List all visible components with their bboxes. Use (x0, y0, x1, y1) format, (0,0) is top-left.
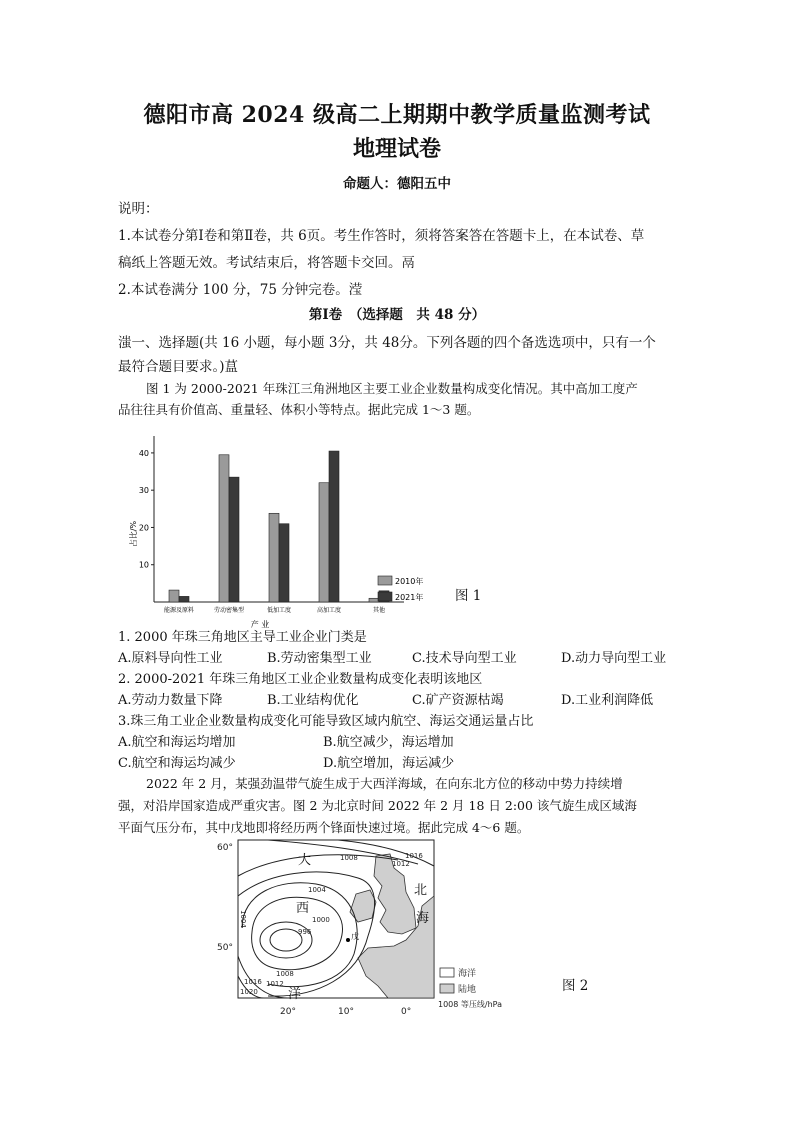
chart-bar (169, 590, 179, 602)
question-1-stem: 1. 2000 年珠三角地区主导工业企业门类是 (118, 630, 367, 645)
legend-sea-swatch (440, 968, 454, 977)
question-2-option-b: B.工业结构优化 (267, 693, 359, 708)
figure1-chart (118, 424, 478, 630)
chart-bar (219, 455, 229, 602)
question-1-option-d: D.动力导向型工业 (561, 651, 667, 666)
question-2-option-d: D.工业利润降低 (561, 693, 654, 708)
isobar-label: 1008 (276, 970, 294, 978)
instruction-1-line1: 1.本试卷分第Ⅰ卷和第Ⅱ卷，共 6页。考生作答时，须将答案答在答题卡上，在本试卷、草 (118, 228, 645, 244)
author-line: 命题人：德阳五中 (343, 176, 451, 192)
isobar-label: 1008 (340, 854, 358, 862)
isobar-label: 1016 (405, 852, 423, 860)
part1-intro-line2: 最符合题目要求。)蒀 (118, 359, 239, 375)
chart-y-tick-label: 40 (138, 448, 149, 458)
question-2-stem: 2. 2000-2021 年珠三角地区工业企业数量构成变化表明该地区 (118, 672, 483, 687)
chart-legend-swatch (378, 592, 392, 601)
part1-intro-line1: 滍一、选择题(共 16 小题，每小题 3分，共 48分。下列各题的四个备选选项中，只有一个 (118, 335, 656, 351)
isobar-label: 1012 (392, 860, 410, 868)
sea-name-char: 北 (414, 883, 428, 898)
passage1-line2: 品往往具有价值高、重量轻、体积小等特点。据此完成 1～3 题。 (118, 402, 480, 417)
passage1-line1: 图 1 为 2000-2021 年珠江三角洲地区主要工业企业数量构成变化情况。其中高加工度产 (146, 381, 638, 396)
figure2-label: 图 2 (562, 978, 589, 994)
question-3-option-c: C.航空和海运均减少 (118, 756, 236, 771)
longitude-label: 0° (401, 1007, 412, 1017)
chart-x-tick-label: 高加工度 (316, 607, 342, 614)
isobar-label: 1000 (312, 916, 330, 924)
passage2-line1: 2022 年 2 月，某强劲温带气旋生成于大西洋海域，在向东北方位的移动中势力持续增 (146, 776, 623, 791)
legend-isobar-label: 1008 等压线/hPa (438, 1000, 503, 1009)
chart-bar (279, 524, 289, 602)
chart-xaxis-caption: 产 业 (250, 620, 270, 629)
sea-name-char: 洋 (288, 987, 302, 1002)
chart-bar (179, 596, 189, 602)
question-1-option-b: B.劳动密集型工业 (267, 651, 372, 666)
chart-y-tick-label: 10 (138, 560, 149, 570)
chart-legend-label: 2021年 (395, 593, 424, 602)
legend-sea-label: 海洋 (458, 969, 477, 979)
chart-bar (319, 483, 329, 602)
instructions-heading: 说明： (118, 201, 159, 217)
instruction-2: 2.本试卷满分 100 分，75 分钟完卷。滢 (118, 282, 363, 298)
sea-name-char: 大 (298, 853, 312, 868)
chart-y-tick-label: 20 (138, 523, 149, 533)
isobar-label: 1020 (240, 988, 258, 996)
chart-bar (329, 451, 339, 602)
chart-bar (369, 598, 379, 602)
exam-title: 德阳市高 2024 级高二上期期中教学质量监测考试 (143, 102, 651, 128)
question-3-option-d: D.航空增加，海运减少 (323, 756, 455, 771)
question-1-option-a: A.原料导向性工业 (118, 651, 223, 666)
part1-heading: 第Ⅰ卷 （选择题 共 48 分） (308, 307, 486, 323)
legend-land-swatch (440, 984, 454, 993)
question-3-option-a: A.航空和海运均增加 (118, 735, 236, 750)
question-2-option-a: A.劳动力数量下降 (118, 693, 223, 708)
chart-y-tick-label: 30 (138, 486, 149, 496)
isobar-label: 1004 (308, 886, 326, 894)
question-3-option-b: B.航空减少，海运增加 (323, 735, 454, 750)
legend-land-label: 陆地 (458, 985, 477, 995)
question-1-option-c: C.技术导向型工业 (412, 651, 517, 666)
longitude-label: 20° (280, 1007, 296, 1017)
latitude-label: 60° (217, 843, 233, 853)
instruction-1-line2: 稿纸上答题无效。考试结束后，将答题卡交回。鬲 (118, 255, 415, 271)
passage2-line2: 强，对沿岸国家造成严重灾害。图 2 为北京时间 2022 年 2 月 18 日 2:00 该气旋生成区域海 (118, 798, 637, 813)
exam-subject: 地理试卷 (352, 136, 441, 162)
figure2-isobar-map (208, 836, 538, 1026)
isobar-label: 1016 (244, 978, 262, 986)
sea-name-char: 海 (416, 911, 430, 926)
chart-bar (269, 513, 279, 602)
isobar-label: 1004 (239, 910, 247, 928)
chart-ylabel: 占比/% (129, 520, 138, 548)
chart-x-tick-label: 其他 (372, 607, 386, 614)
latitude-label: 50° (217, 943, 233, 953)
chart-legend-swatch (378, 576, 392, 585)
question-3-stem: 3.珠三角工业企业数量构成变化可能导致区域内航空、海运交通运量占比 (118, 714, 534, 729)
chart-legend-label: 2010年 (395, 577, 424, 586)
chart-x-tick-label: 劳动密集型 (213, 607, 245, 614)
place-marker (346, 938, 350, 942)
chart-x-tick-label: 低加工度 (266, 607, 292, 614)
figure1-label: 图 1 (455, 588, 482, 604)
chart-bar (229, 477, 239, 602)
isobar-label: 996 (298, 928, 312, 936)
sea-name-char: 西 (296, 901, 310, 916)
chart-x-tick-label: 能源及原料 (163, 607, 195, 614)
passage2-line3: 平面气压分布，其中戊地即将经历两个锋面快速过境。据此完成 4～6 题。 (118, 820, 530, 835)
longitude-label: 10° (338, 1007, 354, 1017)
question-2-option-c: C.矿产资源枯竭 (412, 693, 504, 708)
place-label: 戊 (351, 932, 359, 941)
isobar-label: 1012 (266, 980, 284, 988)
